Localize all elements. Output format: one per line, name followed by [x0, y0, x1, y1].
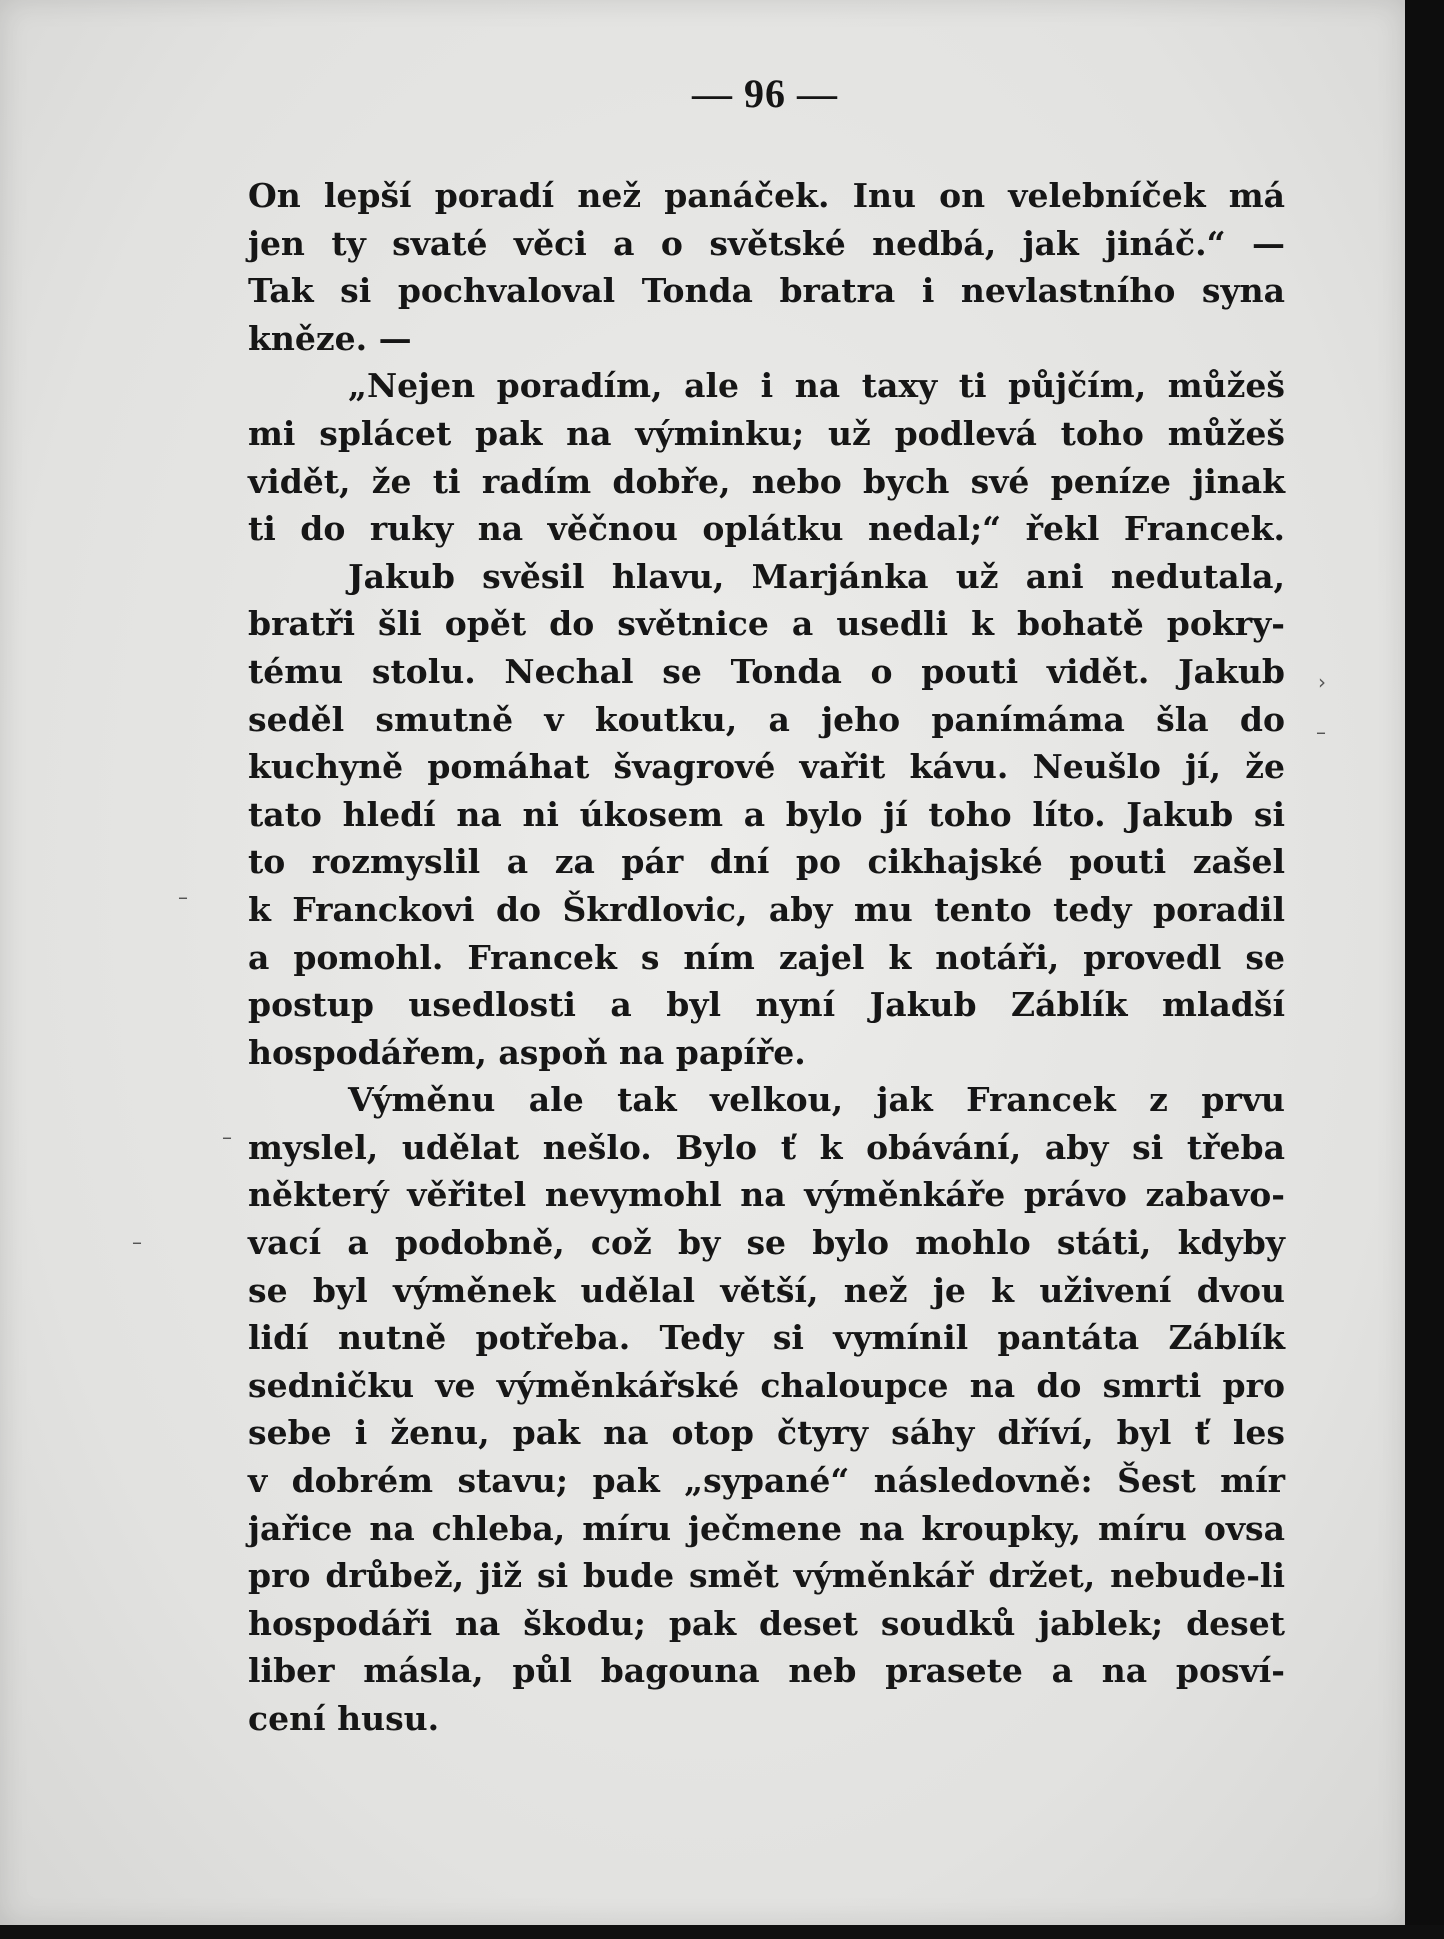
text-line: tému stolu. Nechal se Tonda o pouti vidět. Jakub [248, 651, 1285, 691]
text-line: postup usedlosti a byl nyní Jakub Záblík mladší [248, 985, 1285, 1025]
text-line: kněze. — [248, 318, 412, 358]
text-line: pro drůbež, již si bude smět výměnkář držet, nebude-li [248, 1556, 1285, 1596]
text-line: jen ty svaté věci a o světské nedbá, jak jináč.“ — [248, 223, 1285, 263]
margin-speck: › [1318, 670, 1326, 694]
margin-speck: – [1316, 720, 1326, 744]
text-line: hospodářem, aspoň na papíře. [248, 1032, 806, 1072]
text-line: lidí nutně potřeba. Tedy si vymínil pantáta Záblík [248, 1318, 1285, 1358]
text-line: myslel, udělat nešlo. Bylo ť k obávání, aby si třeba [248, 1127, 1285, 1167]
text-line: ti do ruky na věčnou oplátku nedal;“ řekl Francek. [248, 509, 1285, 549]
text-line: hospodáři na škodu; pak deset soudků jablek; deset [248, 1603, 1285, 1643]
text-line: seděl smutně v koutku, a jeho panímáma šla do [248, 699, 1285, 739]
text-line: „Nejen poradím, ale i na taxy ti půjčím, můžeš [348, 366, 1285, 406]
text-line: tato hledí na ni úkosem a bylo jí toho líto. Jakub si [248, 794, 1285, 834]
text-line: mi splácet pak na výminku; už podlevá toho můžeš [248, 413, 1285, 453]
text-line: některý věřitel nevymohl na výměnkáře právo zabavo- [248, 1175, 1285, 1215]
margin-speck: – [222, 1125, 232, 1149]
text-line: a pomohl. Francek s ním zajel k notáři, provedl se [248, 937, 1285, 977]
text-line: kuchyně pomáhat švagrové vařit kávu. Neušlo jí, že [248, 747, 1285, 787]
text-line: sedničku ve výměnkářské chaloupce na do smrti pro [248, 1365, 1285, 1405]
text-line: vidět, že ti radím dobře, nebo bych své peníze jinak [248, 461, 1285, 501]
text-line: jařice na chleba, míru ječmene na kroupky, míru ovsa [248, 1508, 1285, 1548]
text-line: v dobrém stavu; pak „sypané“ následovně: Šest mír [248, 1461, 1285, 1501]
text-line: se byl výměnek udělal větší, než je k uživení dvou [248, 1270, 1285, 1310]
text-line: to rozmyslil a za pár dní po cikhajské pouti zašel [248, 842, 1285, 882]
text-line: Jakub svěsil hlavu, Marjánka už ani nedutala, [348, 556, 1285, 596]
text-line: liber másla, půl bagouna neb prasete a na posví- [248, 1651, 1285, 1691]
margin-speck: – [132, 1230, 142, 1254]
text-line: vací a podobně, což by se bylo mohlo státi, kdyby [248, 1223, 1285, 1263]
page-number: — 96 — [692, 71, 838, 116]
text-line: cení husu. [248, 1699, 440, 1738]
text-line: bratři šli opět do světnice a usedli k bohatě pokry- [248, 604, 1285, 644]
scan-edge-right [1405, 0, 1444, 1939]
text-line: sebe i ženu, pak na otop čtyry sáhy dříví, byl ť les [248, 1413, 1285, 1453]
text-line: On lepší poradí než panáček. Inu on velebníček má [248, 176, 1285, 215]
text-line: k Franckovi do Škrdlovic, aby mu tento tedy poradil [248, 889, 1285, 929]
body-text [248, 172, 1285, 1743]
margin-speck: – [178, 885, 188, 909]
text-line: Tak si pochvaloval Tonda bratra i nevlastního syna [248, 271, 1285, 311]
text-line: Výměnu ale tak velkou, jak Francek z prvu [348, 1080, 1285, 1120]
scan-edge-bottom [0, 1925, 1444, 1939]
